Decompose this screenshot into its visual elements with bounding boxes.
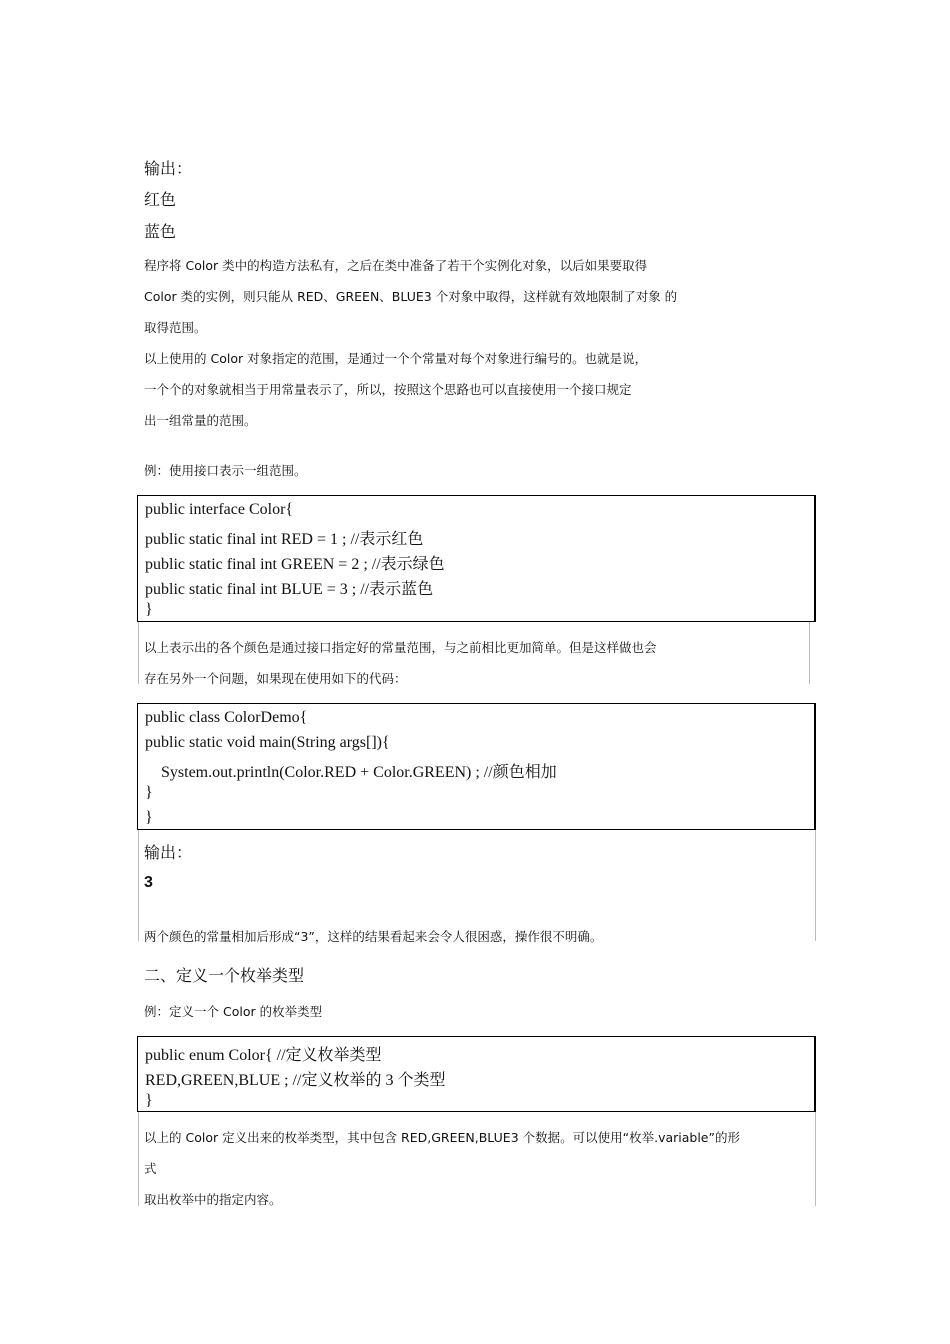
code-line: public class ColorDemo{ xyxy=(145,709,308,726)
code-line: public static final int BLUE = 3 ; //表示蓝色 xyxy=(145,581,434,598)
code-line: } xyxy=(145,809,153,826)
paragraph-line: 取得范围。 xyxy=(144,320,207,335)
frame-line xyxy=(138,1112,139,1206)
example-label: 例：使用接口表示一组范围。 xyxy=(144,463,307,478)
code-block-interface xyxy=(137,495,816,622)
output-value: 3 xyxy=(144,874,153,891)
result-red: 红色 xyxy=(144,190,177,209)
code-line: RED,GREEN,BLUE ; //定义枚举的 3 个类型 xyxy=(145,1072,446,1089)
frame-line xyxy=(815,1112,816,1206)
code-line: public static final int GREEN = 2 ; //表示绿色 xyxy=(145,556,445,573)
output-note: 两个颜色的常量相加后形成“3”，这样的结果看起来会令人很困惑，操作很不明确。 xyxy=(144,929,603,944)
output-label: 输出： xyxy=(144,159,193,178)
code-block-enum xyxy=(137,1036,816,1112)
code-line: } xyxy=(145,1092,153,1109)
frame-line xyxy=(815,830,816,941)
paragraph-line: 程序将 Color 类中的构造方法私有，之后在类中准备了若干个实例化对象，以后如果要取得 xyxy=(144,258,648,273)
note-line: 以上的 Color 定义出来的枚举类型，其中包含 RED,GREEN,BLUE3 个数据。可以使用“枚举.variable”的形 xyxy=(144,1130,740,1145)
note-line: 存在另外一个问题，如果现在使用如下的代码： xyxy=(144,671,407,686)
code-line: } xyxy=(145,601,153,618)
code-line: } xyxy=(145,784,153,801)
note-line: 式 xyxy=(144,1161,157,1176)
frame-line xyxy=(809,622,810,684)
paragraph-line: 一个个的对象就相当于用常量表示了，所以，按照这个思路也可以直接使用一个接口规定 xyxy=(144,382,632,397)
note-line: 以上表示出的各个颜色是通过接口指定好的常量范围，与之前相比更加简单。但是这样做也会 xyxy=(144,640,657,655)
code-line: public static void main(String args[]){ xyxy=(145,734,390,751)
code-line: public static final int RED = 1 ; //表示红色 xyxy=(145,531,424,548)
output-label: 输出： xyxy=(144,843,193,862)
paragraph-line: Color 类的实例，则只能从 RED、GREEN、BLUE3 个对象中取得，这样就有效地限制了对象 的 xyxy=(144,289,678,304)
frame-line xyxy=(138,622,139,684)
note-line: 取出枚举中的指定内容。 xyxy=(144,1192,282,1207)
code-line: public enum Color{ //定义枚举类型 xyxy=(145,1047,382,1064)
code-line: System.out.println(Color.RED + Color.GREEN) ; //颜色相加 xyxy=(161,764,557,781)
result-blue: 蓝色 xyxy=(144,222,177,241)
paragraph-line: 出一组常量的范围。 xyxy=(144,413,257,428)
example-label: 例：定义一个 Color 的枚举类型 xyxy=(144,1004,323,1019)
paragraph-line: 以上使用的 Color 对象指定的范围，是通过一个个常量对每个对象进行编号的。也就是说， xyxy=(144,351,648,366)
code-block-demo xyxy=(137,703,816,830)
code-line: public interface Color{ xyxy=(145,501,294,518)
frame-line xyxy=(138,830,139,941)
section-heading: 二、定义一个枚举类型 xyxy=(144,966,305,985)
